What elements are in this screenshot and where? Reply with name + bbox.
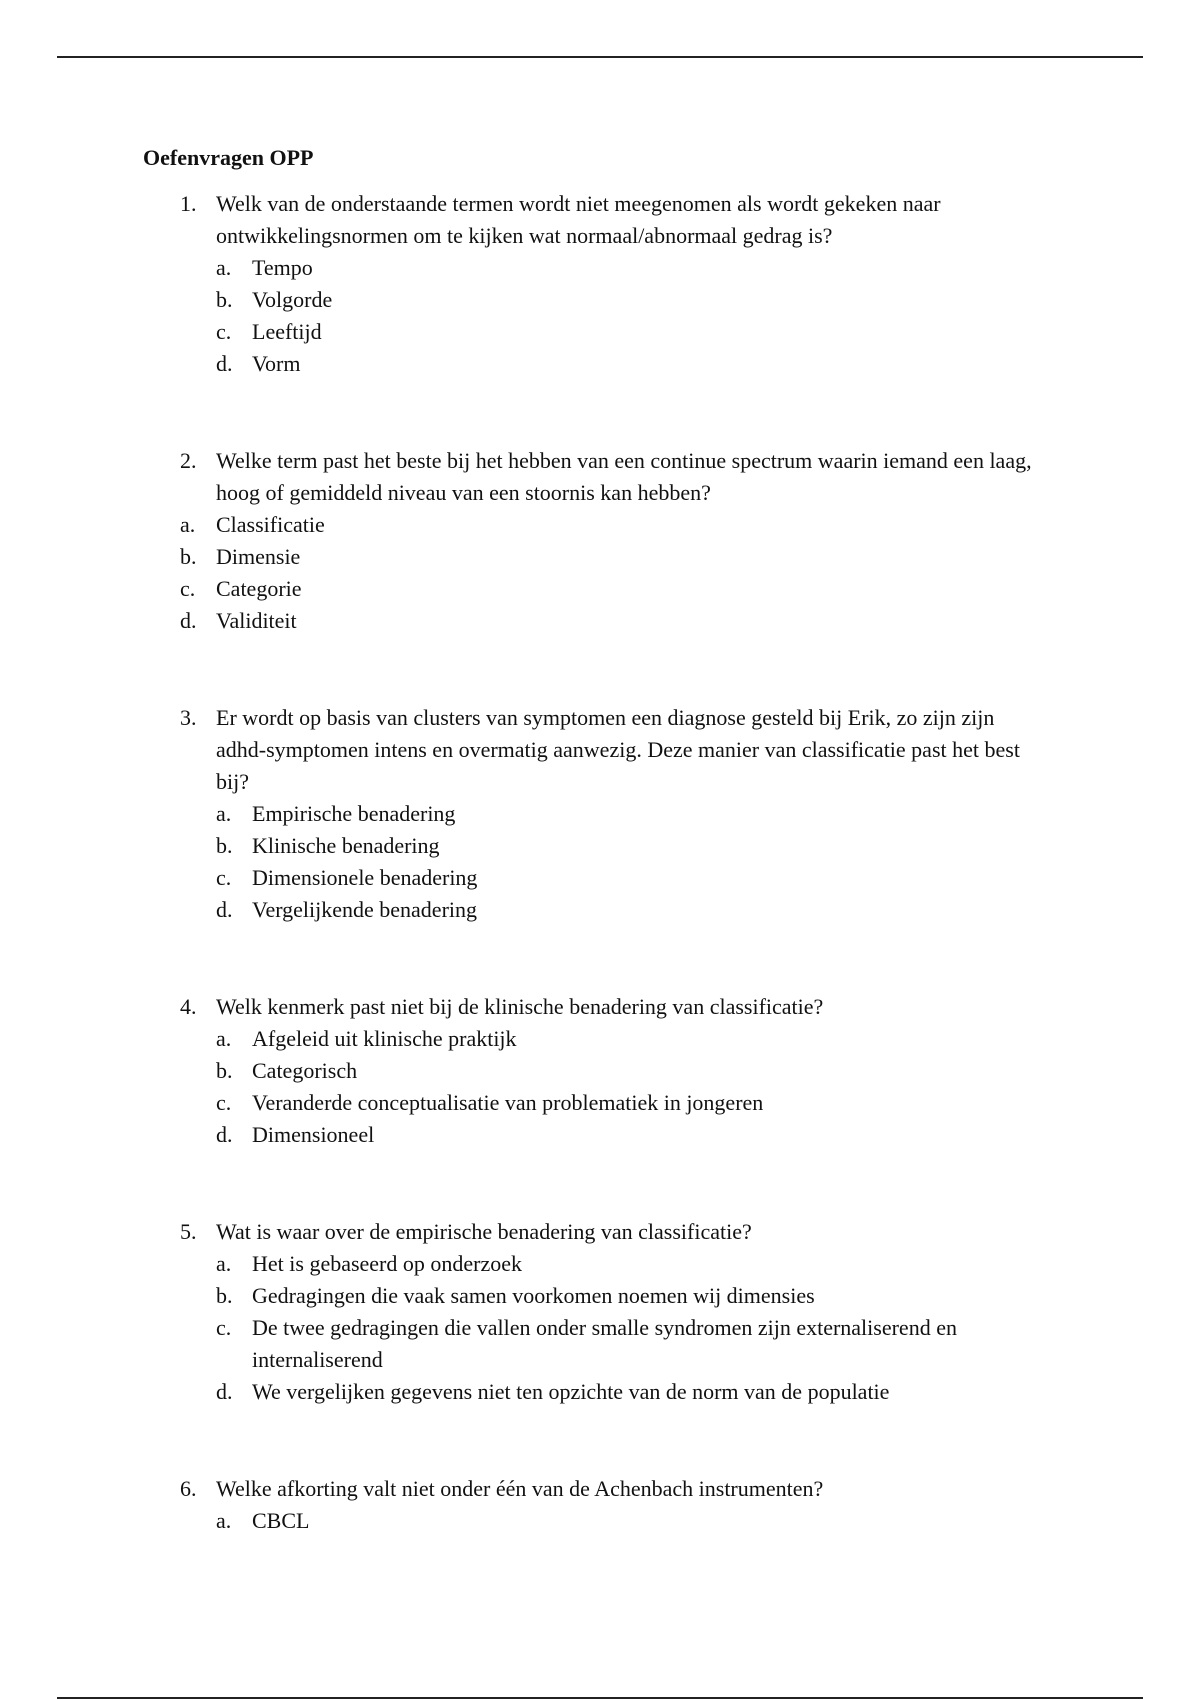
question-number: 6. [180, 1476, 197, 1501]
question-prompt: Er wordt op basis van clusters van symptomen een diagnose gesteld bij Erik, zo zijn zijn adhd-symptomen intens en overmatig aanwezig. Deze manier van classificatie past het best bij? [216, 705, 1020, 794]
question-6 [143, 1473, 1043, 1537]
answer-option-a [143, 1248, 1043, 1280]
option-letter: b. [216, 1058, 233, 1083]
option-text: Veranderde conceptualisatie van problematiek in jongeren [252, 1090, 764, 1115]
option-letter: d. [180, 608, 197, 633]
answer-option-a [143, 1023, 1043, 1055]
option-text: Empirische benadering [252, 801, 456, 826]
question-number: 2. [180, 448, 197, 473]
option-letter: a. [216, 801, 232, 826]
option-text: Het is gebaseerd op onderzoek [252, 1251, 523, 1276]
option-letter: c. [180, 576, 196, 601]
question-prompt: Welke term past het beste bij het hebben van een continue spectrum waarin iemand een laag, hoog of gemiddeld niveau van een stoornis kan hebben? [216, 448, 1032, 505]
answer-option-b [143, 830, 1043, 862]
option-letter: d. [216, 897, 233, 922]
option-text: Categorie [216, 576, 302, 601]
answer-option-a [143, 252, 1043, 284]
question-2 [143, 445, 1043, 637]
answer-option-c [143, 862, 1043, 894]
answer-options [143, 252, 1043, 380]
option-text: Klinische benadering [252, 833, 440, 858]
option-text: Dimensionele benadering [252, 865, 478, 890]
option-letter: c. [216, 319, 232, 344]
option-text: Vorm [252, 351, 301, 376]
option-letter: c. [216, 865, 232, 890]
question-prompt: Welk kenmerk past niet bij de klinische benadering van classificatie? [216, 994, 824, 1019]
answer-option-b [143, 1055, 1043, 1087]
option-letter: b. [216, 1283, 233, 1308]
answer-option-d [143, 605, 1043, 637]
option-text: Afgeleid uit klinische praktijk [252, 1026, 517, 1051]
answer-options [143, 1023, 1043, 1151]
question-4 [143, 991, 1043, 1151]
answer-option-d [143, 1119, 1043, 1151]
question-text [143, 445, 1043, 509]
answer-option-c [143, 1312, 1043, 1376]
question-text [143, 991, 1043, 1023]
page-bottom-rule [57, 1697, 1143, 1699]
option-letter: d. [216, 351, 233, 376]
option-text: Dimensie [216, 544, 301, 569]
option-text: Gedragingen die vaak samen voorkomen noemen wij dimensies [252, 1283, 815, 1308]
answer-option-d [143, 894, 1043, 926]
option-text: De twee gedragingen die vallen onder smalle syndromen zijn externaliserend en internaliserend [252, 1315, 957, 1372]
answer-option-a [143, 1505, 1043, 1537]
question-5 [143, 1216, 1043, 1408]
question-number: 4. [180, 994, 197, 1019]
option-text: Categorisch [252, 1058, 358, 1083]
answer-option-c [143, 573, 1043, 605]
option-text: Tempo [252, 255, 313, 280]
option-text: Classificatie [216, 512, 325, 537]
option-text: Validiteit [216, 608, 297, 633]
answer-option-d [143, 348, 1043, 380]
question-prompt: Welk van de onderstaande termen wordt niet meegenomen als wordt gekeken naar ontwikkelingsnormen om te kijken wat normaal/abnormaal gedrag is? [216, 191, 941, 248]
option-text: CBCL [252, 1508, 310, 1533]
question-text [143, 1216, 1043, 1248]
answer-option-b [143, 1280, 1043, 1312]
option-text: We vergelijken gegevens niet ten opzichte van de norm van de populatie [252, 1379, 890, 1404]
option-letter: d. [216, 1122, 233, 1147]
option-letter: a. [216, 1251, 232, 1276]
option-letter: a. [216, 1026, 232, 1051]
page-top-rule [57, 56, 1143, 58]
question-number: 5. [180, 1219, 197, 1244]
answer-option-c [143, 316, 1043, 348]
document-title: Oefenvragen OPP [143, 145, 314, 170]
question-prompt: Welke afkorting valt niet onder één van de Achenbach instrumenten? [216, 1476, 824, 1501]
question-1 [143, 188, 1043, 380]
question-number: 1. [180, 191, 197, 216]
option-letter: d. [216, 1379, 233, 1404]
option-text: Dimensioneel [252, 1122, 375, 1147]
question-prompt: Wat is waar over de empirische benadering van classificatie? [216, 1219, 752, 1244]
question-3 [143, 702, 1043, 926]
answer-option-a [143, 798, 1043, 830]
option-text: Leeftijd [252, 319, 322, 344]
question-text [143, 1473, 1043, 1505]
option-letter: b. [180, 544, 197, 569]
option-letter: b. [216, 833, 233, 858]
answer-option-d [143, 1376, 1043, 1408]
answer-options [143, 1505, 1043, 1537]
answer-option-c [143, 1087, 1043, 1119]
answer-option-a [143, 509, 1043, 541]
answer-option-b [143, 284, 1043, 316]
option-letter: a. [216, 255, 232, 280]
question-text [143, 702, 1043, 798]
question-text [143, 188, 1043, 252]
option-letter: c. [216, 1090, 232, 1115]
option-letter: a. [216, 1508, 232, 1533]
option-text: Vergelijkende benadering [252, 897, 478, 922]
option-letter: a. [180, 512, 196, 537]
question-number: 3. [180, 705, 197, 730]
answer-option-b [143, 541, 1043, 573]
answer-options [143, 798, 1043, 926]
answer-options [143, 509, 1043, 637]
option-text: Volgorde [252, 287, 333, 312]
option-letter: b. [216, 287, 233, 312]
answer-options [143, 1248, 1043, 1408]
option-letter: c. [216, 1315, 232, 1340]
